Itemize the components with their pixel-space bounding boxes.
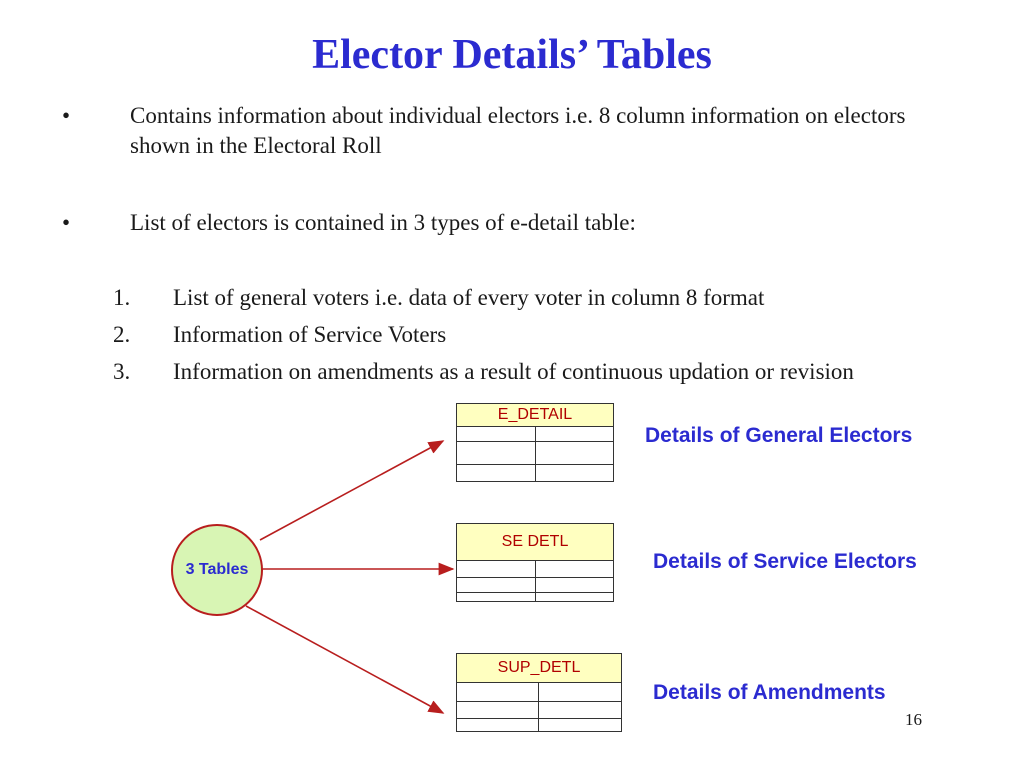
table-se-detl	[456, 523, 614, 602]
bullet-marker: •	[62, 103, 71, 128]
table-description: Details of Amendments	[653, 681, 886, 704]
bullet-text: List of electors is contained in 3 types of e-detail table:	[130, 210, 636, 235]
arrow-to-e-detail	[260, 441, 443, 540]
table-description: Details of General Electors	[645, 424, 913, 447]
table-header: SUP_DETL	[457, 654, 622, 683]
numbered-text: List of general voters i.e. data of every voter in column 8 format	[173, 285, 765, 310]
page-number: 16	[905, 710, 922, 729]
tables-count-circle: 3 Tables	[171, 524, 263, 616]
number-marker: 3.	[113, 359, 131, 384]
number-marker: 2.	[113, 322, 131, 347]
bullet-marker: •	[62, 210, 71, 235]
numbered-text: Information on amendments as a result of continuous updation or revision	[173, 359, 854, 384]
table-header: SE DETL	[457, 524, 614, 561]
number-marker: 1.	[113, 285, 131, 310]
table-e-detail	[456, 403, 614, 482]
bullet-text: Contains information about individual electors i.e. 8 column information on electors shown in the Electoral Roll	[130, 103, 906, 158]
arrow-to-sup-detl	[246, 606, 443, 713]
table-sup-detl	[456, 653, 622, 732]
table-description: Details of Service Electors	[653, 550, 917, 573]
numbered-text: Information of Service Voters	[173, 322, 447, 347]
slide-title: Elector Details’ Tables	[312, 32, 712, 78]
table-header: E_DETAIL	[457, 404, 614, 427]
